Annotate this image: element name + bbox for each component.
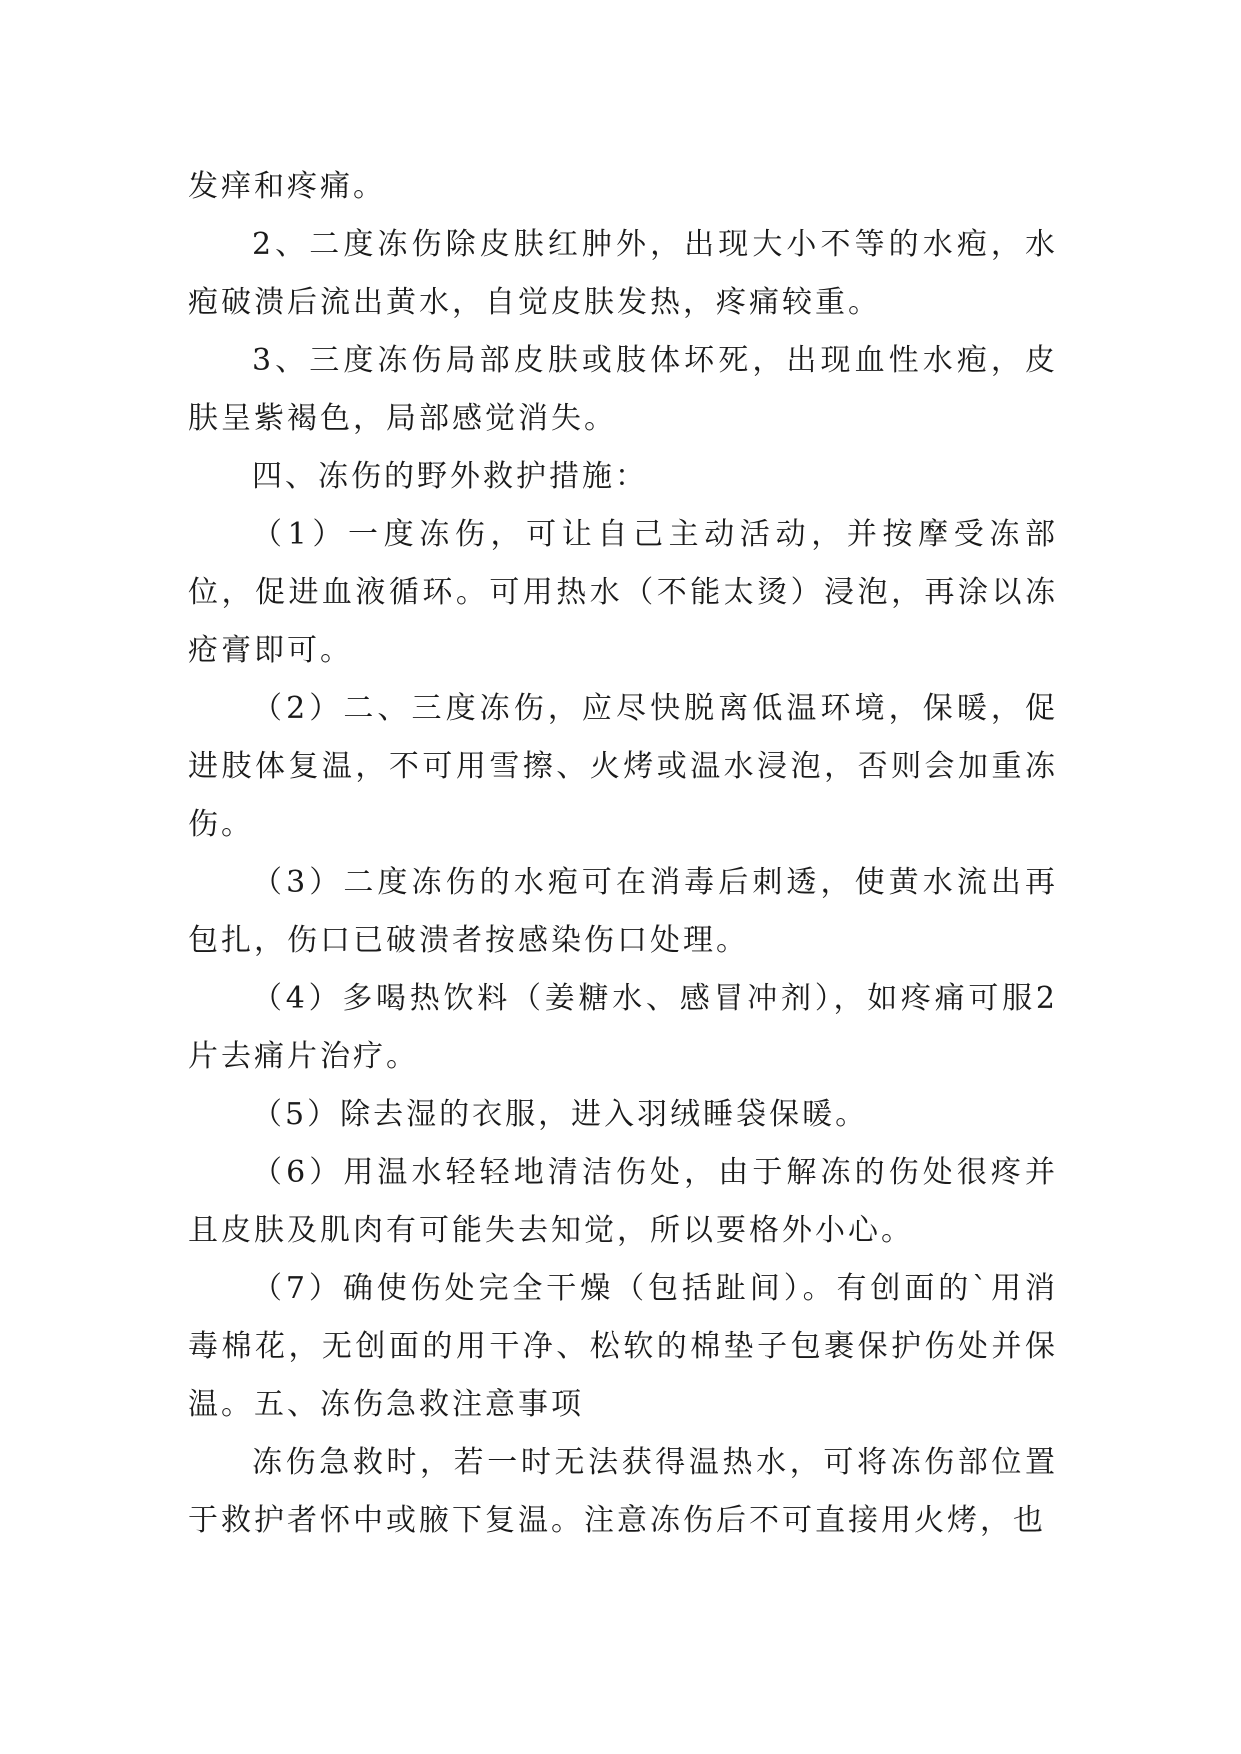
paragraph-11: （7）确使伤处完全干燥（包括趾间）。有创面的`用消毒棉花，无创面的用干净、松软的棉垫子包裹保护伤处并保温。五、冻伤急救注意事项 bbox=[188, 1271, 1058, 1422]
body-text bbox=[188, 158, 1058, 1550]
paragraph-9: （5）除去湿的衣服，进入羽绒睡袋保暖。 bbox=[252, 1097, 869, 1132]
paragraph-1: 发痒和疼痛。 bbox=[188, 169, 386, 204]
paragraph-5: （1）一度冻伤，可让自己主动活动，并按摩受冻部位，促进血液循环。可用热水（不能太烫）浸泡，再涂以冻疮膏即可。 bbox=[188, 517, 1058, 668]
paragraph-3: 3、三度冻伤局部皮肤或肢体坏死，出现血性水疱，皮肤呈紫褐色，局部感觉消失。 bbox=[188, 343, 1058, 436]
paragraph-6: （2）二、三度冻伤，应尽快脱离低温环境，保暖，促进肢体复温，不可用雪擦、火烤或温水浸泡，否则会加重冻伤。 bbox=[188, 691, 1058, 842]
paragraph-10: （6）用温水轻轻地清洁伤处，由于解冻的伤处很疼并且皮肤及肌肉有可能失去知觉，所以要格外小心。 bbox=[188, 1155, 1058, 1248]
paragraph-4: 四、冻伤的野外救护措施： bbox=[252, 459, 648, 494]
paragraph-7: （3）二度冻伤的水疱可在消毒后刺透，使黄水流出再包扎，伤口已破溃者按感染伤口处理。 bbox=[188, 865, 1058, 958]
paragraph-2: 2、二度冻伤除皮肤红肿外，出现大小不等的水疱，水疱破溃后流出黄水，自觉皮肤发热，疼痛较重。 bbox=[188, 227, 1058, 320]
paragraph-12: 冻伤急救时，若一时无法获得温热水，可将冻伤部位置于救护者怀中或腋下复温。注意冻伤后不可直接用火烤，也 bbox=[188, 1445, 1058, 1538]
paragraph-8: （4）多喝热饮料（姜糖水、感冒冲剂），如疼痛可服2片去痛片治疗。 bbox=[188, 981, 1058, 1074]
